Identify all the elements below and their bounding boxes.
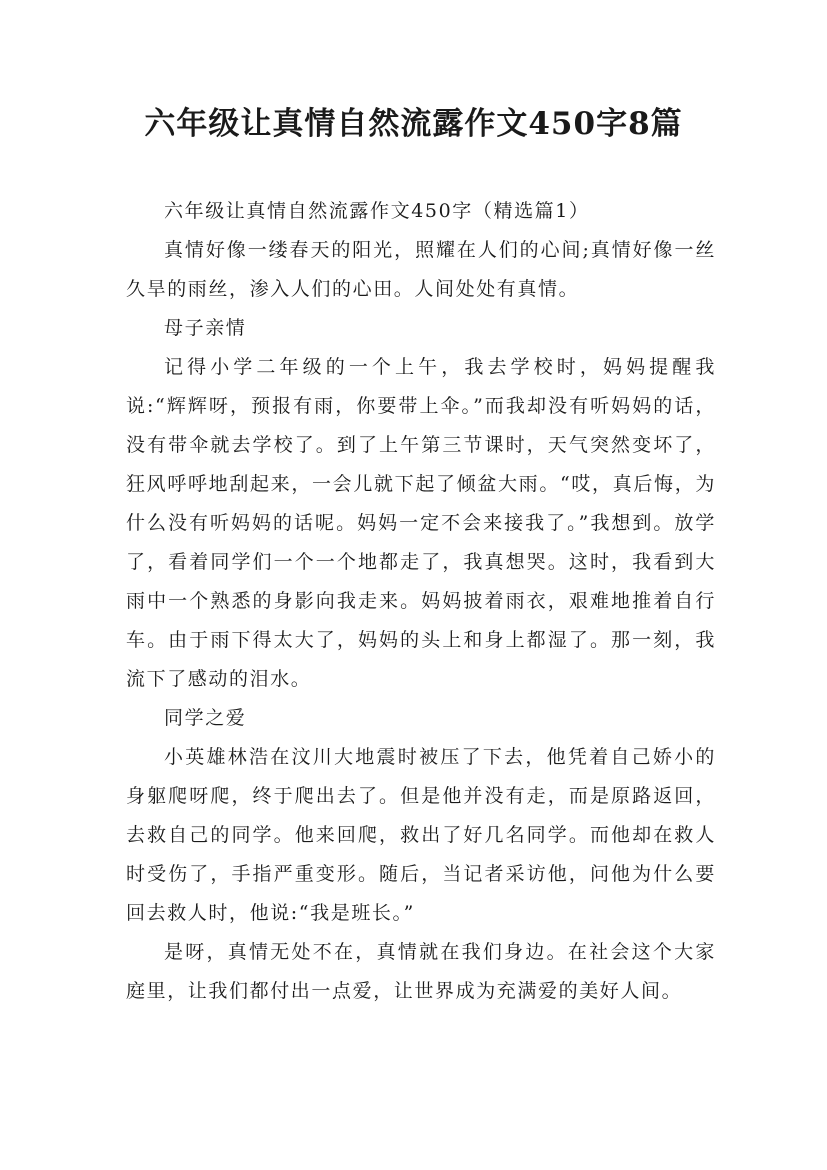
document-title: 六年级让真情自然流露作文450字8篇 <box>144 106 683 142</box>
section-heading: 六年级让真情自然流露作文450字（精选篇1） <box>164 200 590 222</box>
article-body <box>126 192 716 1011</box>
intro-paragraph: 真情好像一缕春天的阳光，照耀在人们的心间;真情好像一丝久旱的雨丝，渗入人们的心田。人间处处有真情。 <box>126 239 716 300</box>
subtitle-mother-child: 母子亲情 <box>164 317 247 339</box>
conclusion-paragraph: 是呀，真情无处不在，真情就在我们身边。在社会这个大家庭里，让我们都付出一点爱，让世界成为充满爱的美好人间。 <box>126 941 716 1002</box>
story-mother-paragraph: 记得小学二年级的一个上午，我去学校时，妈妈提醒我说:“辉辉呀，预报有雨，你要带上伞。”而我却没有听妈妈的话，没有带伞就去学校了。到了上午第三节课时，天气突然变坏了，狂风呼呼地刮起来，一会儿就下起了倾盆大雨。“哎，真后悔，为什么没有听妈妈的话呢。妈妈一定不会来接我了。”我想到。放学了，看着同学们一个一个地都走了，我真想哭。这时，我看到大雨中一个熟悉的身影向我走来。妈妈披着雨衣，艰难地推着自行车。由于雨下得太大了，妈妈的头上和身上都湿了。那一刻，我流下了感动的泪水。 <box>126 356 716 690</box>
subtitle-classmates: 同学之爱 <box>164 707 247 729</box>
story-classmate-paragraph: 小英雄林浩在汶川大地震时被压了下去，他凭着自己娇小的身躯爬呀爬，终于爬出去了。但是他并没有走，而是原路返回，去救自己的同学。他来回爬，救出了好几名同学。而他却在救人时受伤了，手指严重变形。随后，当记者采访他，问他为什么要回去救人时，他说:“我是班长。” <box>126 746 716 924</box>
